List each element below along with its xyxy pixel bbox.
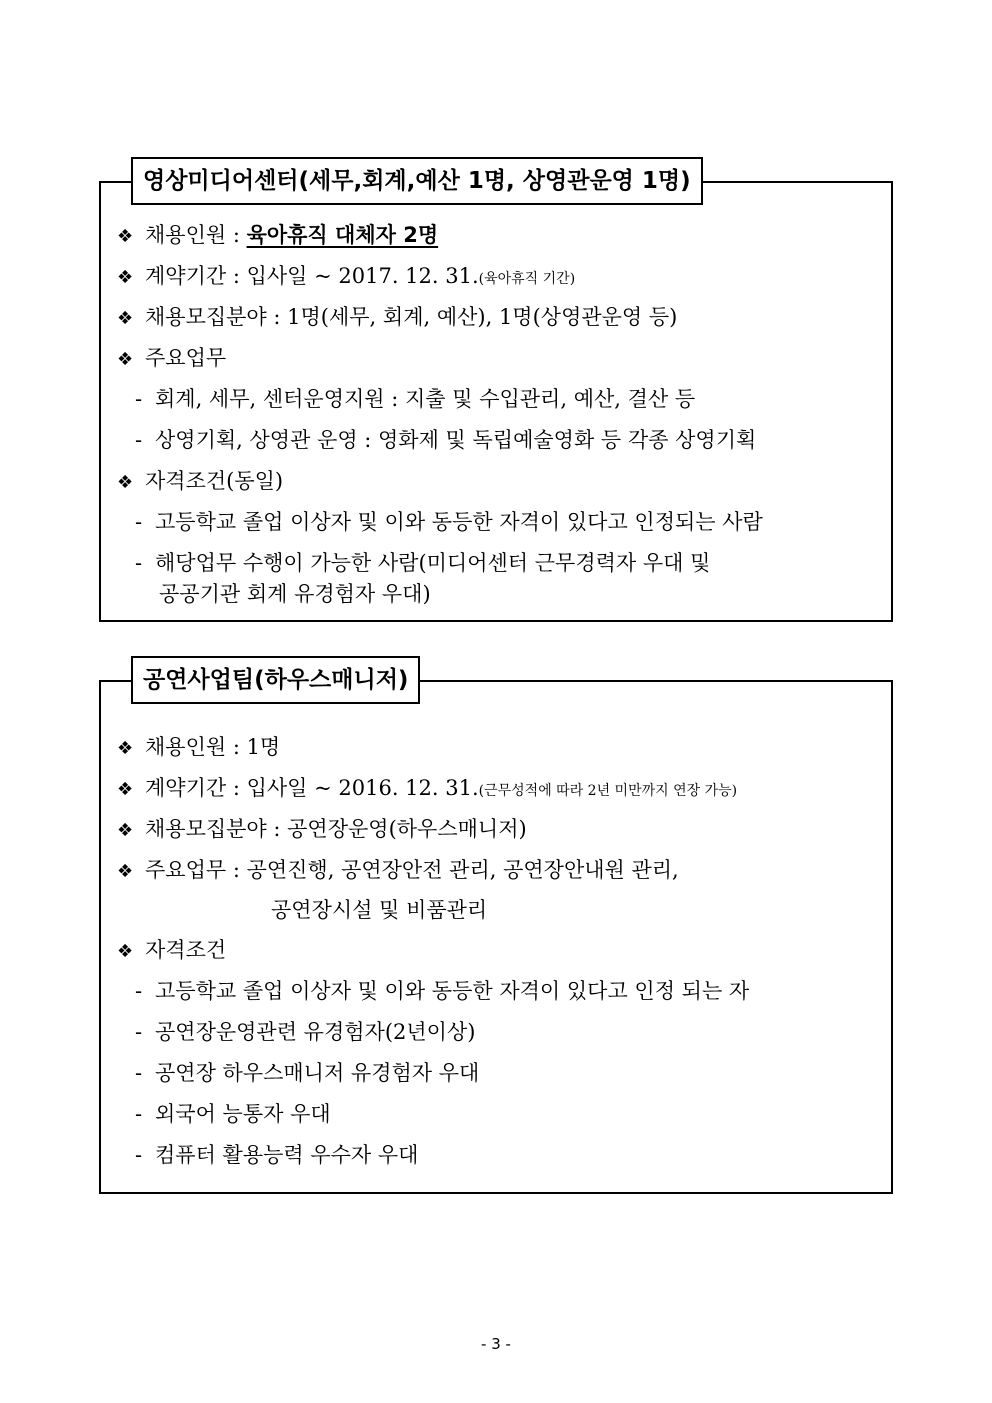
duties-line	[117, 856, 679, 886]
dash-marker: -	[135, 979, 143, 1003]
duty-text: 회계, 세무, 센터운영지원 : 지출 및 수입관리, 예산, 결산 등	[155, 387, 696, 411]
qual-item	[117, 1100, 331, 1128]
qual-item	[117, 1141, 418, 1169]
dash-marker: -	[135, 1143, 143, 1167]
qual-text: 공연장운영관련 유경험자(2년이상)	[155, 1020, 476, 1044]
hire-label: 채용인원 :	[145, 223, 247, 247]
dash-marker: -	[135, 428, 143, 452]
diamond-bullet-icon: ❖	[117, 820, 134, 841]
qual-label: 자격조건	[145, 938, 227, 962]
period-note: (근무성적에 따라 2년 미만까지 연장 가능)	[478, 783, 738, 799]
qual-line	[117, 467, 283, 497]
qual-text: 외국어 능통자 우대	[155, 1102, 331, 1126]
qual-text: 고등학교 졸업 이상자 및 이와 동등한 자격이 있다고 인정 되는 자	[155, 979, 750, 1003]
qual-label: 자격조건(동일)	[145, 469, 284, 493]
diamond-bullet-icon: ❖	[117, 941, 134, 962]
qual-item	[117, 1059, 479, 1087]
section-media-center	[99, 168, 893, 622]
section-title: 공연사업팀(하우스매니저)	[131, 656, 420, 704]
dash-marker: -	[135, 387, 143, 411]
qual-text: 컴퓨터 활용능력 우수자 우대	[155, 1143, 419, 1167]
dash-marker: -	[135, 510, 143, 534]
hire-value: 육아휴직 대체자 2명	[246, 223, 439, 247]
page-number: - 3 -	[481, 1335, 511, 1353]
field-text: 채용모집분야 : 1명(세무, 회계, 예산), 1명(상영관운영 등)	[145, 305, 678, 329]
diamond-bullet-icon: ❖	[117, 308, 134, 329]
duty-item	[117, 385, 695, 413]
duties-label: 주요업무	[145, 346, 227, 370]
duties-line	[117, 344, 226, 374]
hire-line	[117, 733, 280, 763]
qual-text: 해당업무 수행이 가능한 사람(미디어센터 근무경력자 우대 및	[155, 551, 711, 575]
qual-item	[117, 977, 749, 1005]
hire-text: 채용인원 : 1명	[145, 735, 281, 759]
diamond-bullet-icon: ❖	[117, 861, 134, 882]
field-text: 채용모집분야 : 공연장운영(하우스매니저)	[145, 817, 527, 841]
dash-marker: -	[135, 1102, 143, 1126]
duties-text: 공연장시설 및 비품관리	[271, 898, 488, 922]
qual-text: 고등학교 졸업 이상자 및 이와 동등한 자격이 있다고 인정되는 사람	[155, 510, 763, 534]
qual-line	[117, 936, 226, 966]
qual-text: 공공기관 회계 유경험자 우대)	[159, 582, 431, 606]
qual-text: 공연장 하우스매니저 유경험자 우대	[155, 1061, 480, 1085]
diamond-bullet-icon: ❖	[117, 779, 134, 800]
duties-text: 주요업무 : 공연진행, 공연장안전 관리, 공연장안내원 관리,	[145, 858, 679, 882]
section-performance-team	[99, 667, 893, 1194]
period-note: (육아휴직 기간)	[478, 271, 576, 287]
field-line	[117, 303, 677, 333]
duty-text: 상영기획, 상영관 운영 : 영화제 및 독립예술영화 등 각종 상영기획	[155, 428, 757, 452]
diamond-bullet-icon: ❖	[117, 349, 134, 370]
diamond-bullet-icon: ❖	[117, 226, 134, 247]
field-line	[117, 815, 527, 845]
diamond-bullet-icon: ❖	[117, 472, 134, 493]
section-title: 영상미디어센터(세무,회계,예산 1명, 상영관운영 1명)	[131, 157, 703, 205]
period-label: 계약기간 : 입사일 ~ 2017. 12. 31.	[145, 264, 479, 288]
qual-item	[117, 508, 763, 536]
qual-item	[117, 1018, 475, 1046]
duty-item	[117, 426, 756, 454]
period-line	[117, 774, 737, 805]
diamond-bullet-icon: ❖	[117, 738, 134, 759]
period-label: 계약기간 : 입사일 ~ 2016. 12. 31.	[145, 776, 479, 800]
duties-continued	[271, 896, 487, 924]
dash-marker: -	[135, 1020, 143, 1044]
dash-marker: -	[135, 1061, 143, 1085]
diamond-bullet-icon: ❖	[117, 267, 134, 288]
qual-item-continued	[159, 580, 431, 608]
qual-item	[117, 549, 710, 577]
dash-marker: -	[135, 551, 143, 575]
period-line	[117, 262, 575, 293]
hire-line	[117, 221, 438, 251]
